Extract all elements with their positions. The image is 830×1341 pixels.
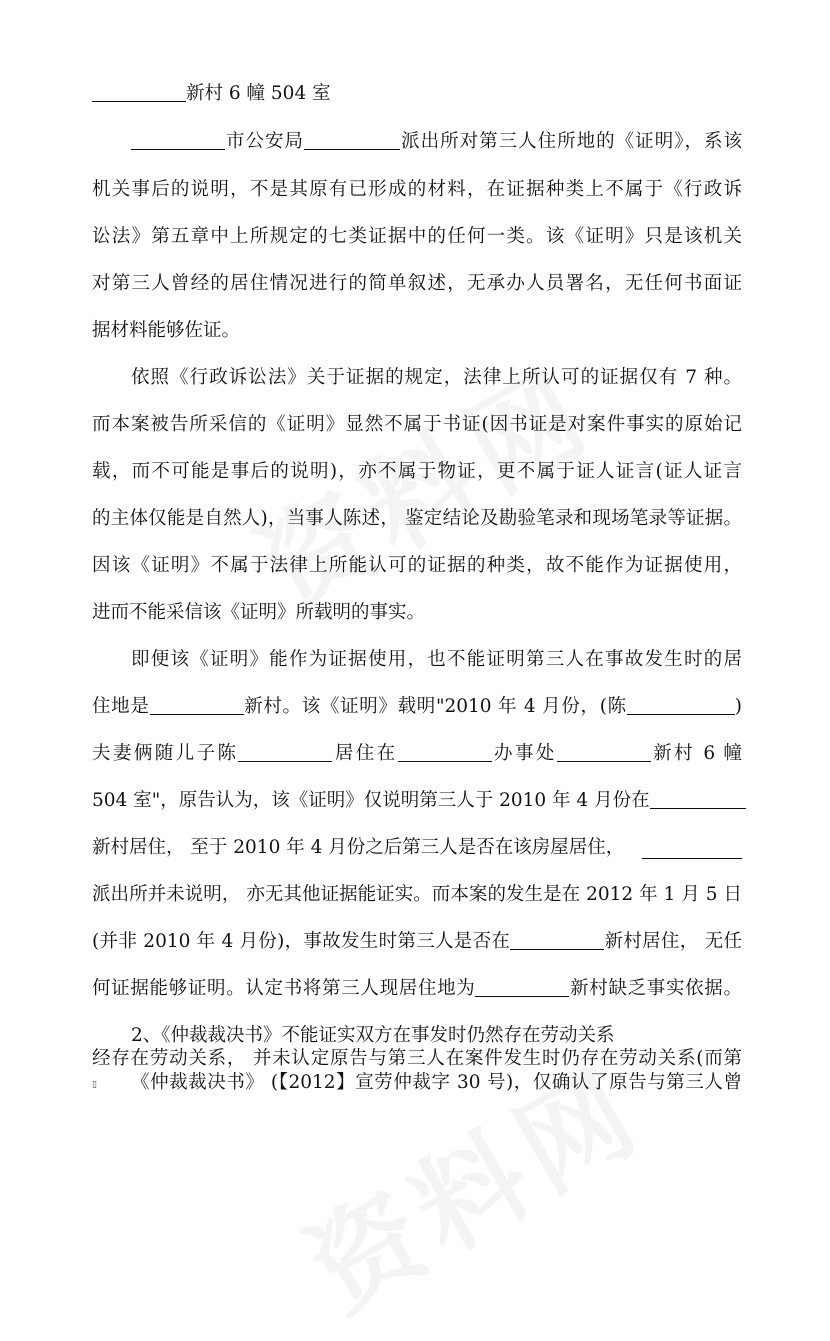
- text-line: 新村 6 幢 504 室: [92, 76, 742, 112]
- text-line: 《仲裁裁决书》 (【2012】宣劳仲裁字 30 号)，仅确认了原告与第三人曾: [131, 1072, 742, 1093]
- blank-underline: [304, 127, 400, 150]
- text-line: 何证据能够证明。认定书将第三人现居住地为 新村缺乏事实依据。: [92, 971, 742, 1007]
- blank-underline: [238, 739, 332, 762]
- text-line: 派出所并未说明， 亦无其他证据能证实。而本案的发生是在 2012 年 1 月 5 日: [92, 884, 742, 905]
- text-line: 住地是 新村。该《证明》载明"2010 年 4 月份，(陈 ): [92, 689, 742, 725]
- blank-underline: [475, 974, 569, 997]
- blank-underline: [131, 127, 225, 150]
- text-line: 载，而不可能是事后的说明)，亦不属于物证，更不属于证人证言(证人证言: [92, 461, 742, 482]
- text-line: 504 室"，原告认为，该《证明》仅说明第三人于 2010 年 4 月份在: [92, 783, 742, 819]
- blank-underline: [150, 692, 244, 715]
- blank-underline: [92, 79, 186, 102]
- footer-mark: ▯: [92, 1080, 97, 1090]
- text-line: 即便该《证明》能作为证据使用，也不能证明第三人在事故发生时的居: [131, 649, 742, 670]
- text-line: 机关事后的说明，不是其原有已形成的材料，在证据种类上不属于《行政诉: [92, 179, 742, 200]
- blank-underline: [557, 739, 651, 762]
- text-line: 据材料能够佐证。: [92, 320, 241, 341]
- blank-underline: [627, 692, 735, 715]
- text-line: 对第三人曾经的居住情况进行的简单叙述，无承办人员署名，无任何书面证: [92, 273, 742, 294]
- text-line: 进而不能采信该《证明》所载明的事实。: [92, 602, 426, 623]
- blank-underline: [510, 927, 604, 950]
- blank-underline: [650, 786, 746, 809]
- blank-underline: [398, 739, 492, 762]
- blank-underline: [642, 836, 742, 859]
- text-line: (并非 2010 年 4 月份)，事故发生时第三人是否在 新村居住， 无任: [92, 924, 742, 960]
- text-line: 因该《证明》不属于法律上所能认可的证据的种类，故不能作为证据使用，: [92, 555, 742, 576]
- text-line: 讼法》第五章中上所规定的七类证据中的任何一类。该《证明》只是该机关: [92, 226, 742, 247]
- text-line: 经存在劳动关系， 并未认定原告与第三人在案件发生时仍存在劳动关系(而第: [92, 1048, 742, 1069]
- text-line: 而本案被告所采信的《证明》显然不属于书证(因书证是对案件事实的原始记: [92, 414, 742, 435]
- text-line: 夫妻俩随儿子陈 居住在 办事处 新村 6 幢: [92, 736, 742, 772]
- text-line: 市公安局 派出所对第三人住所地的《证明》，系该: [131, 124, 742, 160]
- text-line: 的主体仅能是自然人)，当事人陈述， 鉴定结论及勘验笔录和现场笔录等证据。: [92, 508, 742, 529]
- text-line: 新村居住， 至于 2010 年 4 月份之后第三人是否在该房屋居住，: [92, 830, 742, 866]
- text-line: 依照《行政诉讼法》关于证据的规定，法律上所认可的证据仅有 7 种。: [131, 367, 742, 388]
- section-heading: 2、《仲裁裁决书》不能证实双方在事发时仍然存在劳动关系: [131, 1025, 615, 1046]
